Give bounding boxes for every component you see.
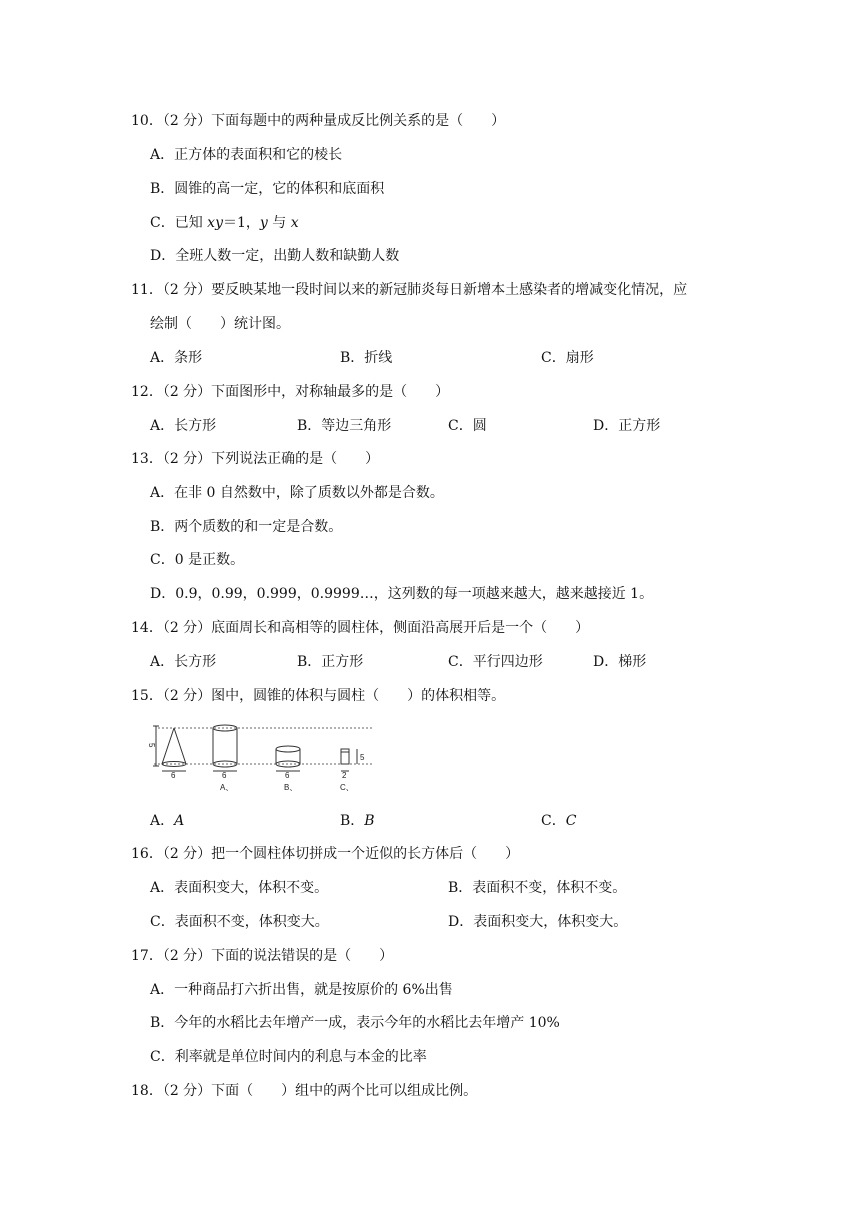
question-17-stem: 17．（2 分）下面的说法错误的是（ ） [131,948,394,964]
question-11-option-a: A．条形 [150,350,203,366]
question-12-option-c: C．圆 [448,418,487,434]
question-18-stem: 18．（2 分）下面（ ）组中的两个比可以组成比例。 [131,1083,478,1099]
cylinder-a-shape [213,725,237,767]
cone-cylinder-figure [147,716,372,796]
question-11-stem-continued: 绘制（ ）统计图。 [150,316,290,332]
question-10-option-a: A．正方体的表面积和它的棱长 [150,147,343,163]
cylinder-c-label: C、 [340,783,354,792]
question-10-option-d: D．全班人数一定，出勤人数和缺勤人数 [150,248,400,264]
question-14-option-a: A．长方形 [150,654,217,670]
question-10-option-c: C．已知 xy＝1，y 与 x [150,215,299,231]
cylinder-a-label: A、 [220,783,234,792]
question-16-option-c: C．表面积不变，体积变大。 [150,914,329,930]
question-12-option-d: D．正方形 [593,418,661,434]
cylinder-a-base-label: 6 [222,771,227,780]
question-15-option-c: C．C [541,813,577,829]
cylinder-b-label: B、 [284,783,298,792]
question-14-option-c: C．平行四边形 [448,654,543,670]
question-11-option-c: C．扇形 [541,350,594,366]
question-12-option-a: A．长方形 [150,418,217,434]
cylinder-b-base-label: 6 [285,771,290,780]
cylinder-c-base-label: 2 [342,771,347,780]
cone-base-label: 6 [171,771,176,780]
question-17-option-c: C．利率就是单位时间内的利息与本金的比率 [150,1049,427,1065]
question-13-stem: 13．（2 分）下列说法正确的是（ ） [131,451,380,467]
question-10-stem: 10．（2 分）下面每题中的两种量成反比例关系的是（ ） [131,113,506,129]
question-14-option-d: D．梯形 [593,654,647,670]
question-13-option-b: B．两个质数的和一定是合数。 [150,519,343,535]
question-16-option-d: D．表面积变大，体积变大。 [448,914,628,930]
question-11-stem: 11．（2 分）要反映某地一段时间以来的新冠肺炎每日新增本土感染者的增减变化情况，应 [131,282,688,298]
cone-shape [162,728,186,767]
cone-height-label: 5 [147,743,156,748]
question-11-option-b: B．折线 [340,350,393,366]
question-15-option-a: A．A [150,813,185,829]
question-12-stem: 12．（2 分）下面图形中，对称轴最多的是（ ） [131,384,450,400]
question-16-stem: 16．（2 分）把一个圆柱体切拼成一个近似的长方体后（ ） [131,846,520,862]
question-14-option-b: B．正方形 [297,654,364,670]
cylinder-c-side-label: 5 [360,753,365,762]
question-14-stem: 14．（2 分）底面周长和高相等的圆柱体，侧面沿高展开后是一个（ ） [131,620,590,636]
question-12-option-b: B．等边三角形 [297,418,392,434]
question-15-stem: 15．（2 分）图中，圆锥的体积与圆柱（ ）的体积相等。 [131,688,506,704]
question-17-option-a: A．一种商品打六折出售，就是按原价的 6%出售 [150,982,453,998]
question-10-option-b: B．圆锥的高一定，它的体积和底面积 [150,181,385,197]
question-13-option-d: D．0.9，0.99，0.999，0.9999…，这列数的每一项越来越大，越来越接近 1。 [150,586,654,602]
question-16-option-b: B．表面积不变，体积不变。 [448,880,627,896]
cone-cylinder-diagram [147,716,372,792]
question-15-option-b: B．B [340,813,375,829]
question-13-option-c: C．0 是正数。 [150,552,245,568]
question-17-option-b: B．今年的水稻比去年增产一成，表示今年的水稻比去年增产 10% [150,1015,560,1031]
question-16-option-a: A．表面积变大，体积不变。 [150,880,329,896]
question-13-option-a: A．在非 0 自然数中，除了质数以外都是合数。 [150,485,444,501]
cylinder-c-shape [341,749,349,764]
